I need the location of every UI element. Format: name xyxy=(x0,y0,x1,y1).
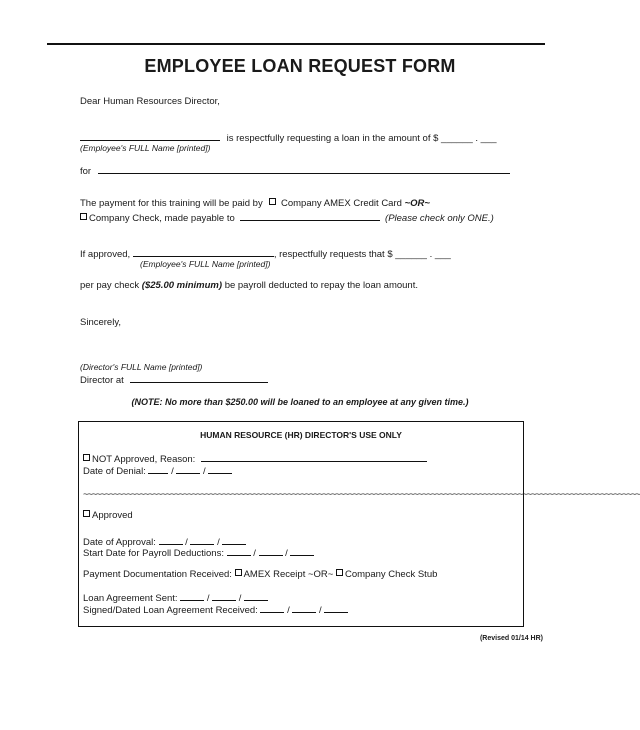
denial-day-field[interactable] xyxy=(176,464,200,474)
payment-doc-line xyxy=(83,569,437,580)
date-of-denial-label: Date of Denial: xyxy=(83,466,146,477)
revision-note: (Revised 01/14 HR) xyxy=(479,635,543,642)
check-only-one-note: (Please check only ONE.) xyxy=(385,213,494,224)
reason-field[interactable] xyxy=(201,452,427,462)
loan-amount-field[interactable]: ______ . ___ xyxy=(441,133,497,144)
loan-limit-note: (NOTE: No more than $250.00 will be loaned to an employee at any given time.) xyxy=(131,397,469,407)
deduction-amount-field[interactable]: ______ . ___ xyxy=(395,249,451,260)
payment-doc-label: Payment Documentation Received: xyxy=(83,569,232,580)
director-at-label: Director at xyxy=(80,375,124,386)
payment-line xyxy=(80,198,430,209)
approved-line xyxy=(83,510,133,521)
approval-day-field[interactable] xyxy=(190,535,214,545)
loan-purpose-field[interactable] xyxy=(98,164,510,174)
denial-year-field[interactable] xyxy=(208,464,232,474)
start-date-label: Start Date for Payroll Deductions: xyxy=(83,548,224,559)
company-check-checkbox[interactable] xyxy=(80,213,87,220)
hr-box-title: HUMAN RESOURCE (HR) DIRECTOR'S USE ONLY xyxy=(200,430,402,440)
approved-label: Approved xyxy=(92,510,133,521)
company-check-label: Company Check, made payable to xyxy=(89,213,235,224)
if-approved-text: , respectfully requests that $ xyxy=(273,249,393,260)
sincerely: Sincerely, xyxy=(80,317,122,328)
amex-checkbox[interactable] xyxy=(269,198,276,205)
request-text: is respectfully requesting a loan in the amount of $ xyxy=(226,133,439,144)
loan-sent-label: Loan Agreement Sent: xyxy=(83,593,178,604)
payable-to-field[interactable] xyxy=(240,211,380,221)
separator: ~~~~~~~~~~~~~~~~~~~~~~~~~~~~~~~~~~~~~~~~~~~~~~~~~~~~~~~~~~~~~~~~~~~~~~~~~~~~~~~~~~~~~~~~~~~~~~~~~~~~~~~~~~~~~~~~~~~~~~~~~~~~~~~~ xyxy=(83,489,640,500)
loan-sent-line: Loan Agreement Sent: / / xyxy=(83,591,268,604)
start-year-field[interactable] xyxy=(290,546,314,556)
signed-month-field[interactable] xyxy=(260,603,284,613)
or-label: ~OR~ xyxy=(404,198,430,209)
top-rule xyxy=(47,43,545,45)
not-approved-label: NOT Approved, Reason: xyxy=(92,454,196,465)
sent-year-field[interactable] xyxy=(244,591,268,601)
if-approved-label: If approved, xyxy=(80,249,131,260)
signed-day-field[interactable] xyxy=(292,603,316,613)
date-of-denial-line: Date of Denial: / / xyxy=(83,464,232,477)
employee-name-field-2[interactable] xyxy=(133,247,274,257)
per-pay-minimum: ($25.00 minimum) xyxy=(141,280,223,291)
hr-use-only-box xyxy=(78,421,640,627)
signed-received-line: Signed/Dated Loan Agreement Received: / / xyxy=(83,603,348,616)
check-stub-label: Company Check Stub xyxy=(344,569,438,580)
sent-day-field[interactable] xyxy=(212,591,236,601)
for-line xyxy=(80,164,510,177)
director-at-line xyxy=(80,373,268,386)
form-title: EMPLOYEE LOAN REQUEST FORM xyxy=(144,56,456,76)
employee-name-caption: (Employee's FULL Name [printed]) xyxy=(80,143,211,153)
payment-text: The payment for this training will be paid by xyxy=(80,198,263,209)
date-of-approval-label: Date of Approval: xyxy=(83,537,156,548)
salutation: Dear Human Resources Director, xyxy=(80,96,220,107)
per-pay-line xyxy=(80,280,418,291)
amex-option-label: Company AMEX Credit Card xyxy=(281,198,402,209)
start-day-field[interactable] xyxy=(259,546,283,556)
sent-month-field[interactable] xyxy=(180,591,204,601)
employee-name-field[interactable] xyxy=(80,131,220,141)
amex-receipt-checkbox[interactable] xyxy=(235,569,242,576)
check-line xyxy=(80,211,494,224)
amex-receipt-label: AMEX Receipt xyxy=(243,569,306,580)
date-of-approval-line: Date of Approval: / / xyxy=(83,535,246,548)
denial-month-field[interactable] xyxy=(148,464,168,474)
employee-name-caption-2: (Employee's FULL Name [printed]) xyxy=(140,259,271,269)
approved-checkbox[interactable] xyxy=(83,510,90,517)
check-stub-checkbox[interactable] xyxy=(336,569,343,576)
start-month-field[interactable] xyxy=(227,546,251,556)
signed-received-label: Signed/Dated Loan Agreement Received: xyxy=(83,605,258,616)
not-approved-checkbox[interactable] xyxy=(83,454,90,461)
signed-year-field[interactable] xyxy=(324,603,348,613)
approval-year-field[interactable] xyxy=(222,535,246,545)
or-label-hr: ~OR~ xyxy=(307,569,334,580)
director-location-field[interactable] xyxy=(130,373,268,383)
per-pay-text-a: per pay check xyxy=(80,280,140,291)
for-label: for xyxy=(80,166,92,177)
start-date-line: Start Date for Payroll Deductions: / / xyxy=(83,546,314,559)
per-pay-text-b: be payroll deducted to repay the loan amount. xyxy=(224,280,418,291)
approval-month-field[interactable] xyxy=(159,535,183,545)
director-name-caption: (Director's FULL Name [printed]) xyxy=(80,362,203,372)
